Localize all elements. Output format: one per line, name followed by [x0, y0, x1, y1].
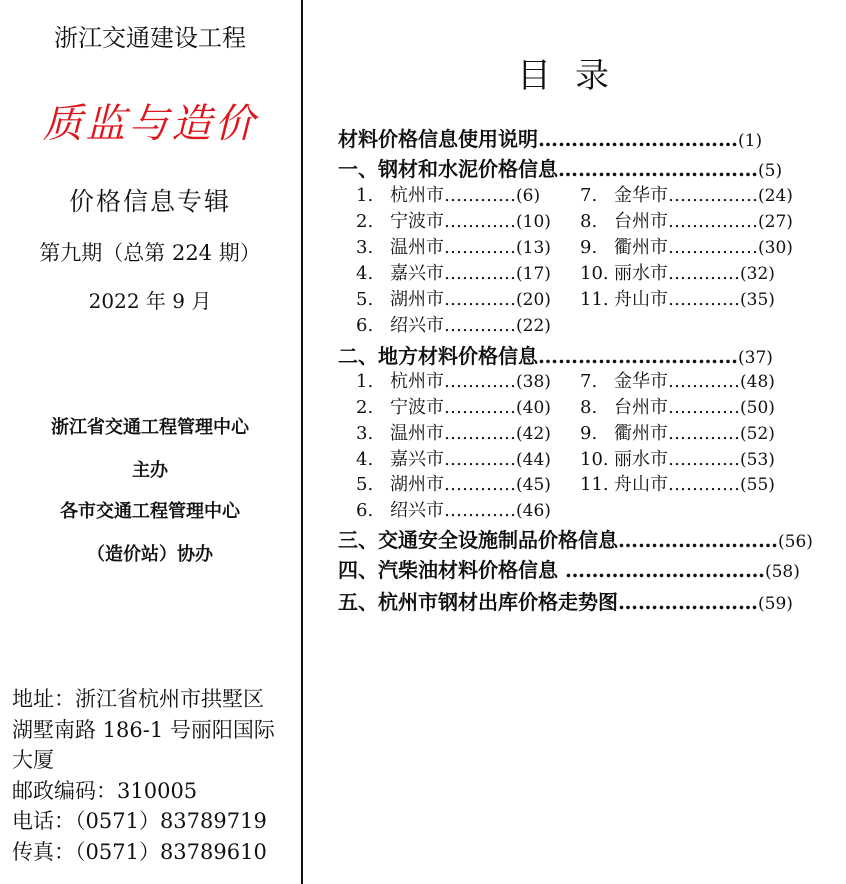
city-name: 宁波市 — [390, 211, 444, 232]
toc-city-entry — [580, 285, 775, 311]
page-number: (37) — [738, 348, 773, 368]
item-number: 11. — [580, 289, 609, 310]
toc-section-entry — [338, 524, 813, 553]
item-number: 6. — [356, 500, 374, 521]
city-name: 嘉兴市 — [390, 449, 444, 470]
toc-city-entry — [356, 367, 551, 393]
item-number: 6. — [356, 315, 374, 336]
dot-leader: ………… — [668, 289, 740, 310]
city-name: 温州市 — [390, 237, 444, 258]
city-name: 宁波市 — [390, 397, 444, 418]
toc-city-entry — [356, 445, 551, 471]
page-number: (55) — [740, 475, 775, 495]
dot-leader: …………… — [668, 237, 758, 258]
toc-city-entry — [580, 233, 793, 259]
column-divider — [301, 0, 303, 884]
toc-city-entry — [356, 207, 551, 233]
item-number: 7. — [580, 185, 598, 206]
dot-leader: ………………………… — [538, 127, 738, 151]
dot-leader: …………… — [668, 211, 758, 232]
toc-city-entry — [356, 496, 551, 522]
dot-leader: ………………………… — [538, 344, 738, 368]
dot-leader: ………………… — [618, 590, 758, 614]
page-number: (17) — [516, 264, 551, 284]
toc-city-entry — [580, 419, 775, 445]
page-number: (13) — [516, 238, 551, 258]
city-name: 台州市 — [614, 397, 668, 418]
page-number: (53) — [740, 450, 775, 470]
item-number: 3. — [356, 423, 374, 444]
dot-leader: ………… — [444, 289, 516, 310]
dot-leader: ………… — [444, 263, 516, 284]
toc-city-entry — [580, 445, 775, 471]
address-line-2: 湖墅南路 186-1 号丽阳国际 — [12, 717, 275, 742]
toc-city-entry — [356, 259, 551, 285]
toc-section-entry — [338, 554, 800, 583]
organizer-main: 浙江省交通工程管理中心 — [51, 417, 249, 438]
toc-city-entry — [356, 181, 540, 207]
item-number: 2. — [356, 397, 374, 418]
toc-city-entry — [580, 181, 793, 207]
city-name: 舟山市 — [614, 289, 668, 310]
page-number: (32) — [740, 264, 775, 284]
item-number: 9. — [580, 237, 598, 258]
page-number: (56) — [778, 532, 813, 552]
page-number: (42) — [516, 424, 551, 444]
dot-leader: …………………… — [618, 528, 778, 552]
dot-leader: ………………………… — [558, 558, 765, 582]
dot-leader: ………… — [444, 185, 516, 206]
item-number: 5. — [356, 474, 374, 495]
issue-date: 2022 年 9 月 — [88, 289, 212, 313]
section-label: 二、地方材料价格信息 — [338, 344, 538, 368]
city-name: 湖州市 — [390, 289, 444, 310]
city-name: 绍兴市 — [390, 315, 444, 336]
item-number: 8. — [580, 397, 598, 418]
page-number: (5) — [758, 161, 783, 181]
toc-city-entry — [580, 470, 775, 496]
dot-leader: ………… — [444, 315, 516, 336]
item-number: 4. — [356, 449, 374, 470]
page-number: (1) — [738, 131, 763, 151]
page-number: (30) — [758, 238, 793, 258]
page-number: (35) — [740, 290, 775, 310]
dot-leader: ………… — [668, 474, 740, 495]
section-label: 三、交通安全设施制品价格信息 — [338, 528, 618, 552]
dot-leader: ………… — [444, 237, 516, 258]
item-number: 9. — [580, 423, 598, 444]
section-label: 四、汽柴油材料价格信息 — [338, 558, 558, 582]
dot-leader: ………… — [668, 423, 740, 444]
table-of-contents — [304, 0, 846, 884]
toc-city-entry — [356, 419, 551, 445]
dot-leader: ………… — [444, 371, 516, 392]
city-name: 台州市 — [614, 211, 668, 232]
journal-name: 浙江交通建设工程 — [54, 24, 246, 52]
toc-city-entry — [356, 233, 551, 259]
address-line-3: 大厦 — [12, 748, 54, 772]
item-number: 7. — [580, 371, 598, 392]
item-number: 1. — [356, 371, 374, 392]
section-label: 材料价格信息使用说明 — [338, 127, 538, 151]
cover-panel — [0, 0, 300, 884]
toc-city-entry — [356, 393, 551, 419]
toc-section-entry — [338, 153, 782, 182]
page-number: (45) — [516, 475, 551, 495]
item-number: 3. — [356, 237, 374, 258]
dot-leader: ………… — [668, 449, 740, 470]
dot-leader: ………………………… — [558, 157, 758, 181]
city-name: 舟山市 — [614, 474, 668, 495]
dot-leader: ………… — [444, 397, 516, 418]
contact-info — [12, 684, 297, 867]
page-number: (48) — [740, 372, 775, 392]
page-number: (50) — [740, 398, 775, 418]
toc-section-entry — [338, 340, 773, 369]
dot-leader: ………… — [668, 371, 740, 392]
organizer-role: 主办 — [132, 460, 168, 481]
dot-leader: ………… — [444, 474, 516, 495]
co-organizer: 各市交通工程管理中心 — [60, 501, 240, 522]
city-name: 丽水市 — [614, 449, 668, 470]
address-line-1: 地址：浙江省杭州市拱墅区 — [12, 687, 264, 711]
toc-city-entry — [356, 285, 551, 311]
page-number: (10) — [516, 212, 551, 232]
page-number: (24) — [758, 186, 793, 206]
dot-leader: …………… — [668, 185, 758, 206]
page-number: (58) — [764, 562, 800, 582]
postal-code: 邮政编码：310005 — [12, 778, 198, 803]
dot-leader: ………… — [668, 397, 740, 418]
city-name: 衢州市 — [614, 423, 668, 444]
toc-city-entry — [580, 393, 775, 419]
toc-city-entry — [580, 259, 775, 285]
city-name: 湖州市 — [390, 474, 444, 495]
item-number: 1. — [356, 185, 374, 206]
special-issue-label: 价格信息专辑 — [68, 187, 231, 216]
dot-leader: ………… — [444, 211, 516, 232]
page-number: (40) — [516, 398, 551, 418]
co-organizer-role: （造价站）协办 — [87, 544, 213, 565]
city-name: 杭州市 — [390, 371, 444, 392]
item-number: 11. — [580, 474, 609, 495]
toc-title: 目录 — [517, 56, 633, 96]
journal-title: 质监与造价 — [42, 101, 258, 147]
page-number: (20) — [516, 290, 551, 310]
toc-city-entry — [580, 207, 793, 233]
item-number: 4. — [356, 263, 374, 284]
item-number: 10. — [580, 263, 609, 284]
phone: 电话：（0571）83789719 — [12, 809, 267, 833]
city-name: 杭州市 — [390, 185, 444, 206]
page-number: (38) — [516, 372, 551, 392]
dot-leader: ………… — [444, 449, 516, 470]
city-name: 金华市 — [614, 185, 668, 206]
page-number: (6) — [516, 186, 541, 206]
section-label: 五、杭州市钢材出库价格走势图 — [338, 590, 618, 614]
item-number: 5. — [356, 289, 374, 310]
city-name: 嘉兴市 — [390, 263, 444, 284]
page-number: (22) — [516, 316, 551, 336]
dot-leader: ………… — [668, 263, 740, 284]
item-number: 2. — [356, 211, 374, 232]
dot-leader: ………… — [444, 500, 516, 521]
city-name: 衢州市 — [614, 237, 668, 258]
toc-section-entry — [338, 586, 793, 615]
fax: 传真：（0571）83789610 — [12, 839, 267, 864]
page-number: (44) — [516, 450, 551, 470]
toc-city-entry — [580, 367, 775, 393]
page-number: (27) — [758, 212, 793, 232]
page-number: (52) — [740, 424, 775, 444]
city-name: 丽水市 — [614, 263, 668, 284]
toc-city-entry — [356, 311, 551, 337]
dot-leader: ………… — [444, 423, 516, 444]
section-label: 一、钢材和水泥价格信息 — [338, 157, 558, 181]
page-number: (46) — [516, 501, 551, 521]
city-name: 绍兴市 — [390, 500, 444, 521]
toc-section-entry — [338, 123, 762, 152]
page-number: (59) — [758, 594, 793, 614]
toc-city-entry — [356, 470, 551, 496]
item-number: 8. — [580, 211, 598, 232]
city-name: 金华市 — [614, 371, 668, 392]
city-name: 温州市 — [390, 423, 444, 444]
issue-number: 第九期（总第 224 期） — [39, 241, 261, 265]
item-number: 10. — [580, 449, 609, 470]
